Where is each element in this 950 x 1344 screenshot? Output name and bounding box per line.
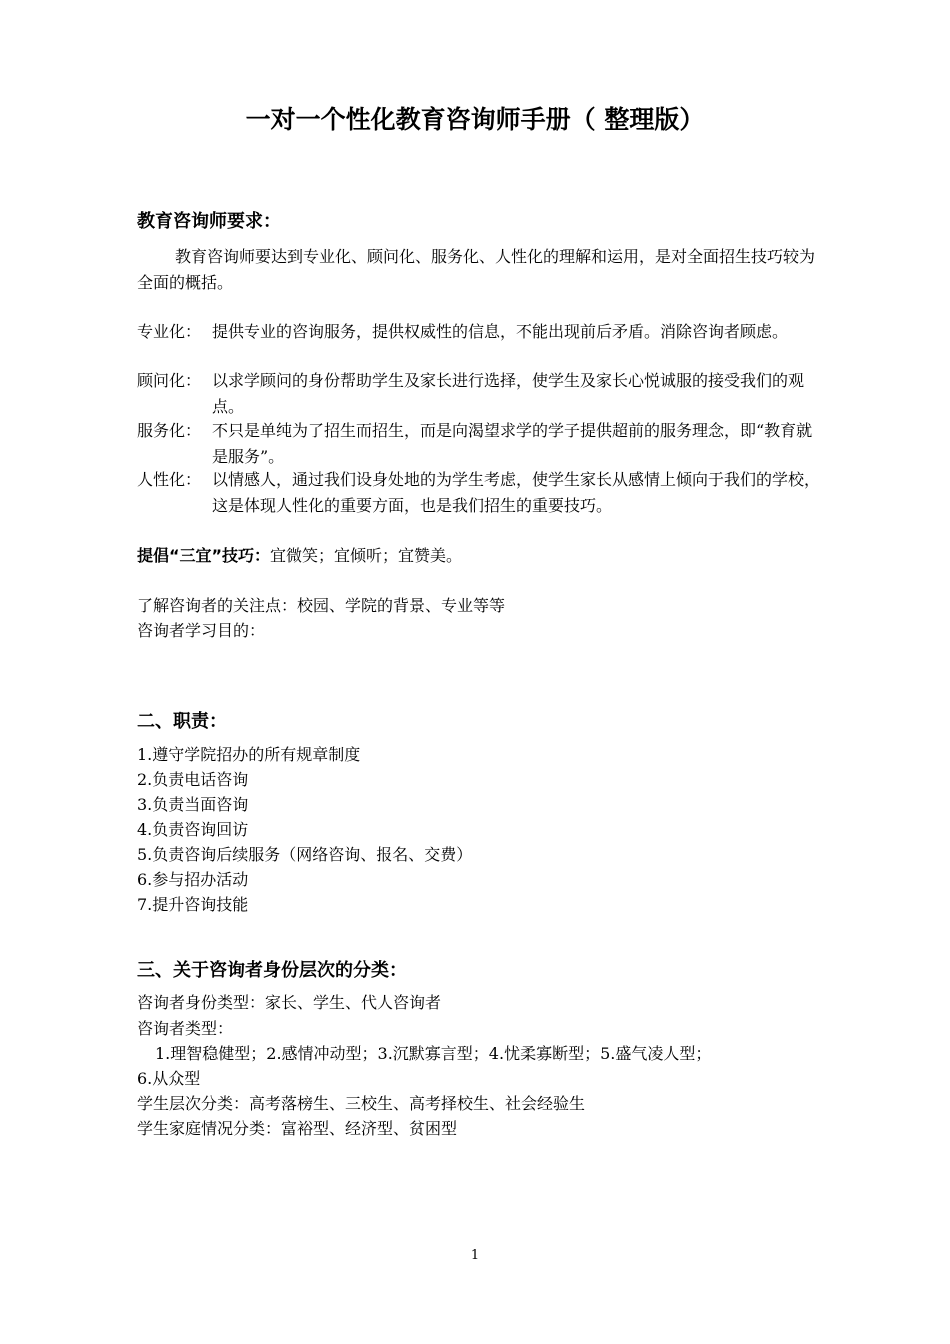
- identity-types: 咨询者身份类型：家长、学生、代人咨询者: [137, 993, 442, 1012]
- section1-intro: 教育咨询师要达到专业化、顾问化、服务化、人性化的理解和运用，是对全面招生技巧较为全面的概括。: [137, 247, 816, 292]
- definition-term: 顾问化：: [137, 371, 202, 390]
- section2-heading: 二、职责：: [137, 711, 227, 732]
- consultant-types-list: 1.理智稳健型；2.感情冲动型；3.沉默寡言型；4.忧柔寡断型；5.盛气凌人型；: [155, 1044, 712, 1063]
- definition-service: [137, 418, 827, 470]
- duty-item: 7.提升咨询技能: [137, 895, 249, 914]
- page-number: 1: [470, 1248, 480, 1263]
- section3-heading: 三、关于咨询者身份层次的分类：: [137, 960, 407, 981]
- duty-item: 6.参与招办活动: [137, 870, 249, 889]
- duty-item: 5.负责咨询后续服务（网络咨询、报名、交费）: [137, 845, 473, 864]
- consultant-types-label: 咨询者类型：: [137, 1019, 234, 1038]
- focus-line: 了解咨询者的关注点：校园、学院的背景、专业等等: [137, 596, 506, 615]
- purpose-line: 咨询者学习目的：: [137, 621, 266, 640]
- definition-text: 不只是单纯为了招生而招生，而是向渴望求学的学子提供超前的服务理念，即“教育就是服务”。: [212, 421, 813, 466]
- consultant-types-list-cont: 6.从众型: [137, 1069, 201, 1088]
- definition-text: 以情感人，通过我们设身处地的为学生考虑，使学生家长从感情上倾向于我们的学校，这是体现人性化的重要方面，也是我们招生的重要技巧。: [212, 470, 821, 515]
- duty-item: 1.遵守学院招办的所有规章制度: [137, 745, 361, 764]
- definition-professional: [137, 319, 827, 345]
- family-situations: 学生家庭情况分类：富裕型、经济型、贫困型: [137, 1119, 458, 1138]
- definition-text: 提供专业的咨询服务，提供权威性的信息，不能出现前后矛盾。消除咨询者顾虑。: [212, 322, 789, 341]
- tips-label: 提倡“三宜”技巧：: [137, 546, 271, 565]
- definition-term: 专业化：: [137, 322, 202, 341]
- section1-heading: 教育咨询师要求：: [137, 211, 281, 232]
- duty-item: 4.负责咨询回访: [137, 820, 249, 839]
- duty-item: 2.负责电话咨询: [137, 770, 249, 789]
- tips-line: [137, 543, 462, 568]
- definition-text: 以求学顾问的身份帮助学生及家长进行选择，使学生及家长心悦诚服的接受我们的观点。: [212, 371, 805, 416]
- student-levels: 学生层次分类：高考落榜生、三校生、高考择校生、社会经验生: [137, 1094, 586, 1113]
- definition-humanized: [137, 467, 827, 519]
- definition-term: 服务化：: [137, 421, 202, 440]
- definition-term: 人性化：: [137, 470, 202, 489]
- definition-consultant: [137, 368, 827, 420]
- document-title: 一对一个性化教育咨询师手册（ 整理版）: [245, 105, 705, 134]
- tips-text: 宜微笑；宜倾听；宜赞美。: [270, 546, 463, 565]
- duty-item: 3.负责当面咨询: [137, 795, 249, 814]
